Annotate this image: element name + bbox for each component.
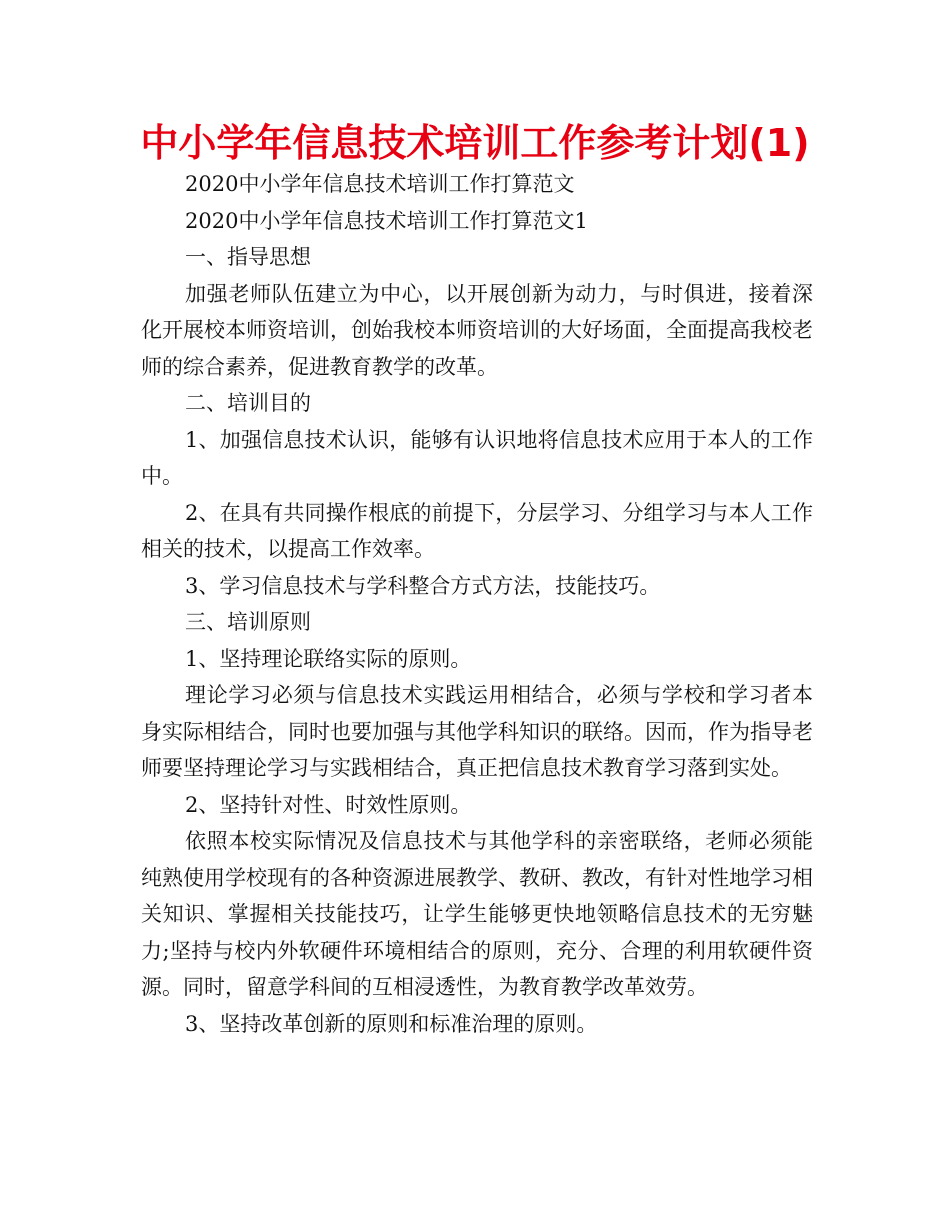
paragraph: 加强老师队伍建立为中心，以开展创新为动力，与时俱进，接着深化开展校本师资培训，创始我校本师资培训的大好场面，全面提高我校老师的综合素养，促进教育教学的改革。 xyxy=(141,281,813,379)
section-heading: 二、培训目的 xyxy=(185,391,311,415)
section-heading: 一、指导思想 xyxy=(185,245,311,269)
paragraph: 1、坚持理论联络实际的原则。 xyxy=(185,646,472,671)
paragraph: 2020中小学年信息技术培训工作打算范文 xyxy=(185,172,575,196)
section-heading: 三、培训原则 xyxy=(185,610,311,634)
paragraph: 依照本校实际情况及信息技术与其他学科的亲密联络，老师必须能纯熟使用学校现有的各种资源进展教学、教研、教改，有针对性地学习相关知识、掌握相关技能技巧，让学生能够更快地领略信息技术的无穷魅力;坚持与校内外软硬件环境相结合的原则，充分、合理的利用软硬件资源。同时，留意学科间的互相浸透性，为教育教学改革效劳。 xyxy=(141,829,813,999)
paragraph: 2、坚持针对性、时效性原则。 xyxy=(185,792,472,817)
paragraph: 1、加强信息技术认识，能够有认识地将信息技术应用于本人的工作中。 xyxy=(141,427,813,488)
document-body xyxy=(141,166,813,1042)
paragraph: 理论学习必须与信息技术实践运用相结合，必须与学校和学习者本身实际相结合，同时也要加强与其他学科知识的联络。因而，作为指导老师要坚持理论学习与实践相结合，真正把信息技术教育学习落到实处。 xyxy=(141,683,813,780)
paragraph: 2、在具有共同操作根底的前提下，分层学习、分组学习与本人工作相关的技术，以提高工作效率。 xyxy=(141,500,813,561)
paragraph: 3、学习信息技术与学科整合方式方法，技能技巧。 xyxy=(185,573,661,598)
paragraph: 2020中小学年信息技术培训工作打算范文1 xyxy=(185,208,588,233)
document-title: 中小学年信息技术培训工作参考计划(1) xyxy=(140,121,810,165)
paragraph: 3、坚持改革创新的原则和标准治理的原则。 xyxy=(185,1011,598,1036)
